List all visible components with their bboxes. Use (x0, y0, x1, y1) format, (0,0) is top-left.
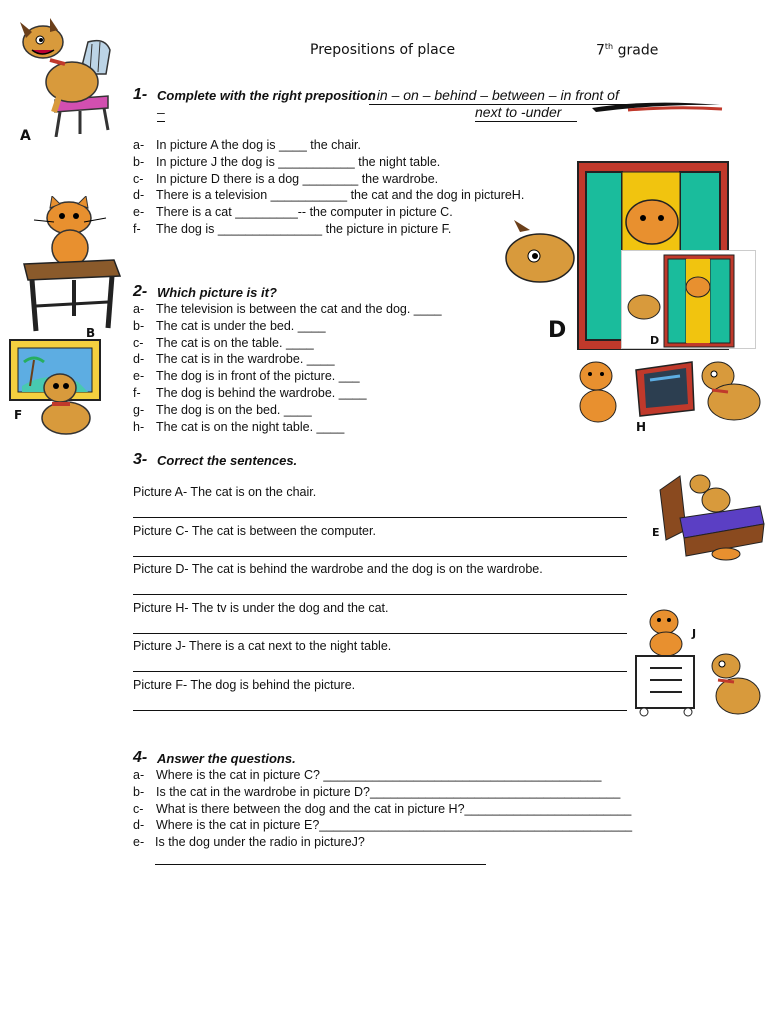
picture-label-e: E (652, 526, 660, 539)
wardrobe-thumbnail (622, 251, 755, 348)
section1-instruction: Complete with the right preposition (157, 88, 376, 103)
section4-list (133, 767, 632, 851)
picture-b-cat-on-table (14, 196, 122, 336)
section2-list (133, 301, 442, 435)
answer-line (133, 594, 627, 595)
correct-sentence-a: Picture A- The cat is on the chair. (133, 485, 317, 499)
word-bank-line2: next to -under (475, 104, 562, 120)
grade-label: 7th grade (596, 42, 659, 59)
section4-number: 4- (133, 749, 148, 766)
picture-a-dog-on-chair (10, 12, 120, 137)
list-item: c- What is there between the dog and the cat in picture H?________________________ (133, 801, 632, 816)
list-item: f- The dog is _______________ the picture in picture F. (133, 221, 452, 236)
correct-sentence-c: Picture C- The cat is between the computer. (133, 524, 376, 538)
correct-sentence-f: Picture F- The dog is behind the picture. (133, 678, 356, 692)
list-item: e- There is a cat _________-- the computer in picture C. (133, 205, 453, 220)
picture-f-dog-and-picture (8, 338, 108, 438)
list-item: a- In picture A the dog is ____ the chair. (133, 138, 362, 152)
picture-j-night-table (630, 608, 764, 720)
picture-label-a: A (20, 128, 31, 144)
word-bank-underline-dash (157, 121, 165, 122)
brush-stroke-decoration (588, 96, 728, 116)
correct-sentence-d: Picture D- The cat is behind the wardrobe and the dog is on the wardrobe. (133, 562, 543, 576)
list-item: e- The dog is in front of the picture. ___ (133, 369, 360, 384)
answer-line (133, 517, 627, 518)
picture-label-d: D (548, 318, 567, 343)
answer-line (133, 556, 627, 557)
list-item: a- The television is between the cat and the dog. ____ (133, 302, 442, 316)
section3-instruction: Correct the sentences. (157, 453, 298, 468)
picture-label-j: J (692, 627, 697, 640)
picture-label-b: B (86, 326, 96, 340)
answer-line (155, 864, 486, 865)
list-item: d- There is a television ___________ the cat and the dog in pictureH. (133, 188, 525, 203)
answer-line (133, 710, 627, 711)
word-bank-dash: – (157, 104, 165, 120)
word-bank-line1: : in – on – behind – between – in front of (369, 87, 619, 103)
picture-d-thumbnail (621, 250, 756, 349)
picture-label-f: F (14, 408, 23, 422)
section1-list (133, 137, 524, 238)
list-item: h- The cat is on the night table. ____ (133, 419, 345, 434)
list-item: d- Where is the cat in picture E?_____________________________________________ (133, 818, 633, 833)
list-item: g- The dog is on the bed. ____ (133, 402, 312, 417)
worksheet-title: Prepositions of place (310, 42, 456, 58)
list-item: b- The cat is under the bed. ____ (133, 318, 326, 333)
answer-line (133, 633, 627, 634)
section2-number: 2- (133, 283, 148, 300)
correct-sentence-j: Picture J- There is a cat next to the night table. (133, 639, 392, 653)
section3-number: 3- (133, 451, 148, 468)
list-item: b- In picture J the dog is ___________ the night table. (133, 154, 441, 169)
picture-e-dog-on-bed (656, 470, 768, 562)
section4-instruction: Answer the questions. (157, 751, 296, 766)
list-item: c- In picture D there is a dog ________ the wardrobe. (133, 171, 439, 186)
picture-label-h: H (636, 420, 647, 434)
list-item: a- Where is the cat in picture C? ________________________________________ (133, 768, 602, 782)
picture-h-cat-tv-dog (566, 352, 762, 424)
list-item: c- The cat is on the table. ____ (133, 335, 314, 350)
answer-line (133, 671, 627, 672)
list-item: d- The cat is in the wardrobe. ____ (133, 352, 335, 367)
section2-instruction: Which picture is it? (157, 285, 277, 300)
list-item: b- Is the cat in the wardrobe in picture D?____________________________________ (133, 784, 621, 799)
section1-number: 1- (133, 86, 148, 103)
picture-label-d-small: D (650, 334, 660, 347)
list-item: e- Is the dog under the radio in pictureJ? (133, 835, 365, 850)
word-bank-underline-2 (475, 121, 577, 122)
list-item: f- The dog is behind the wardrobe. ____ (133, 385, 367, 400)
correct-sentence-h: Picture H- The tv is under the dog and the cat. (133, 601, 389, 615)
